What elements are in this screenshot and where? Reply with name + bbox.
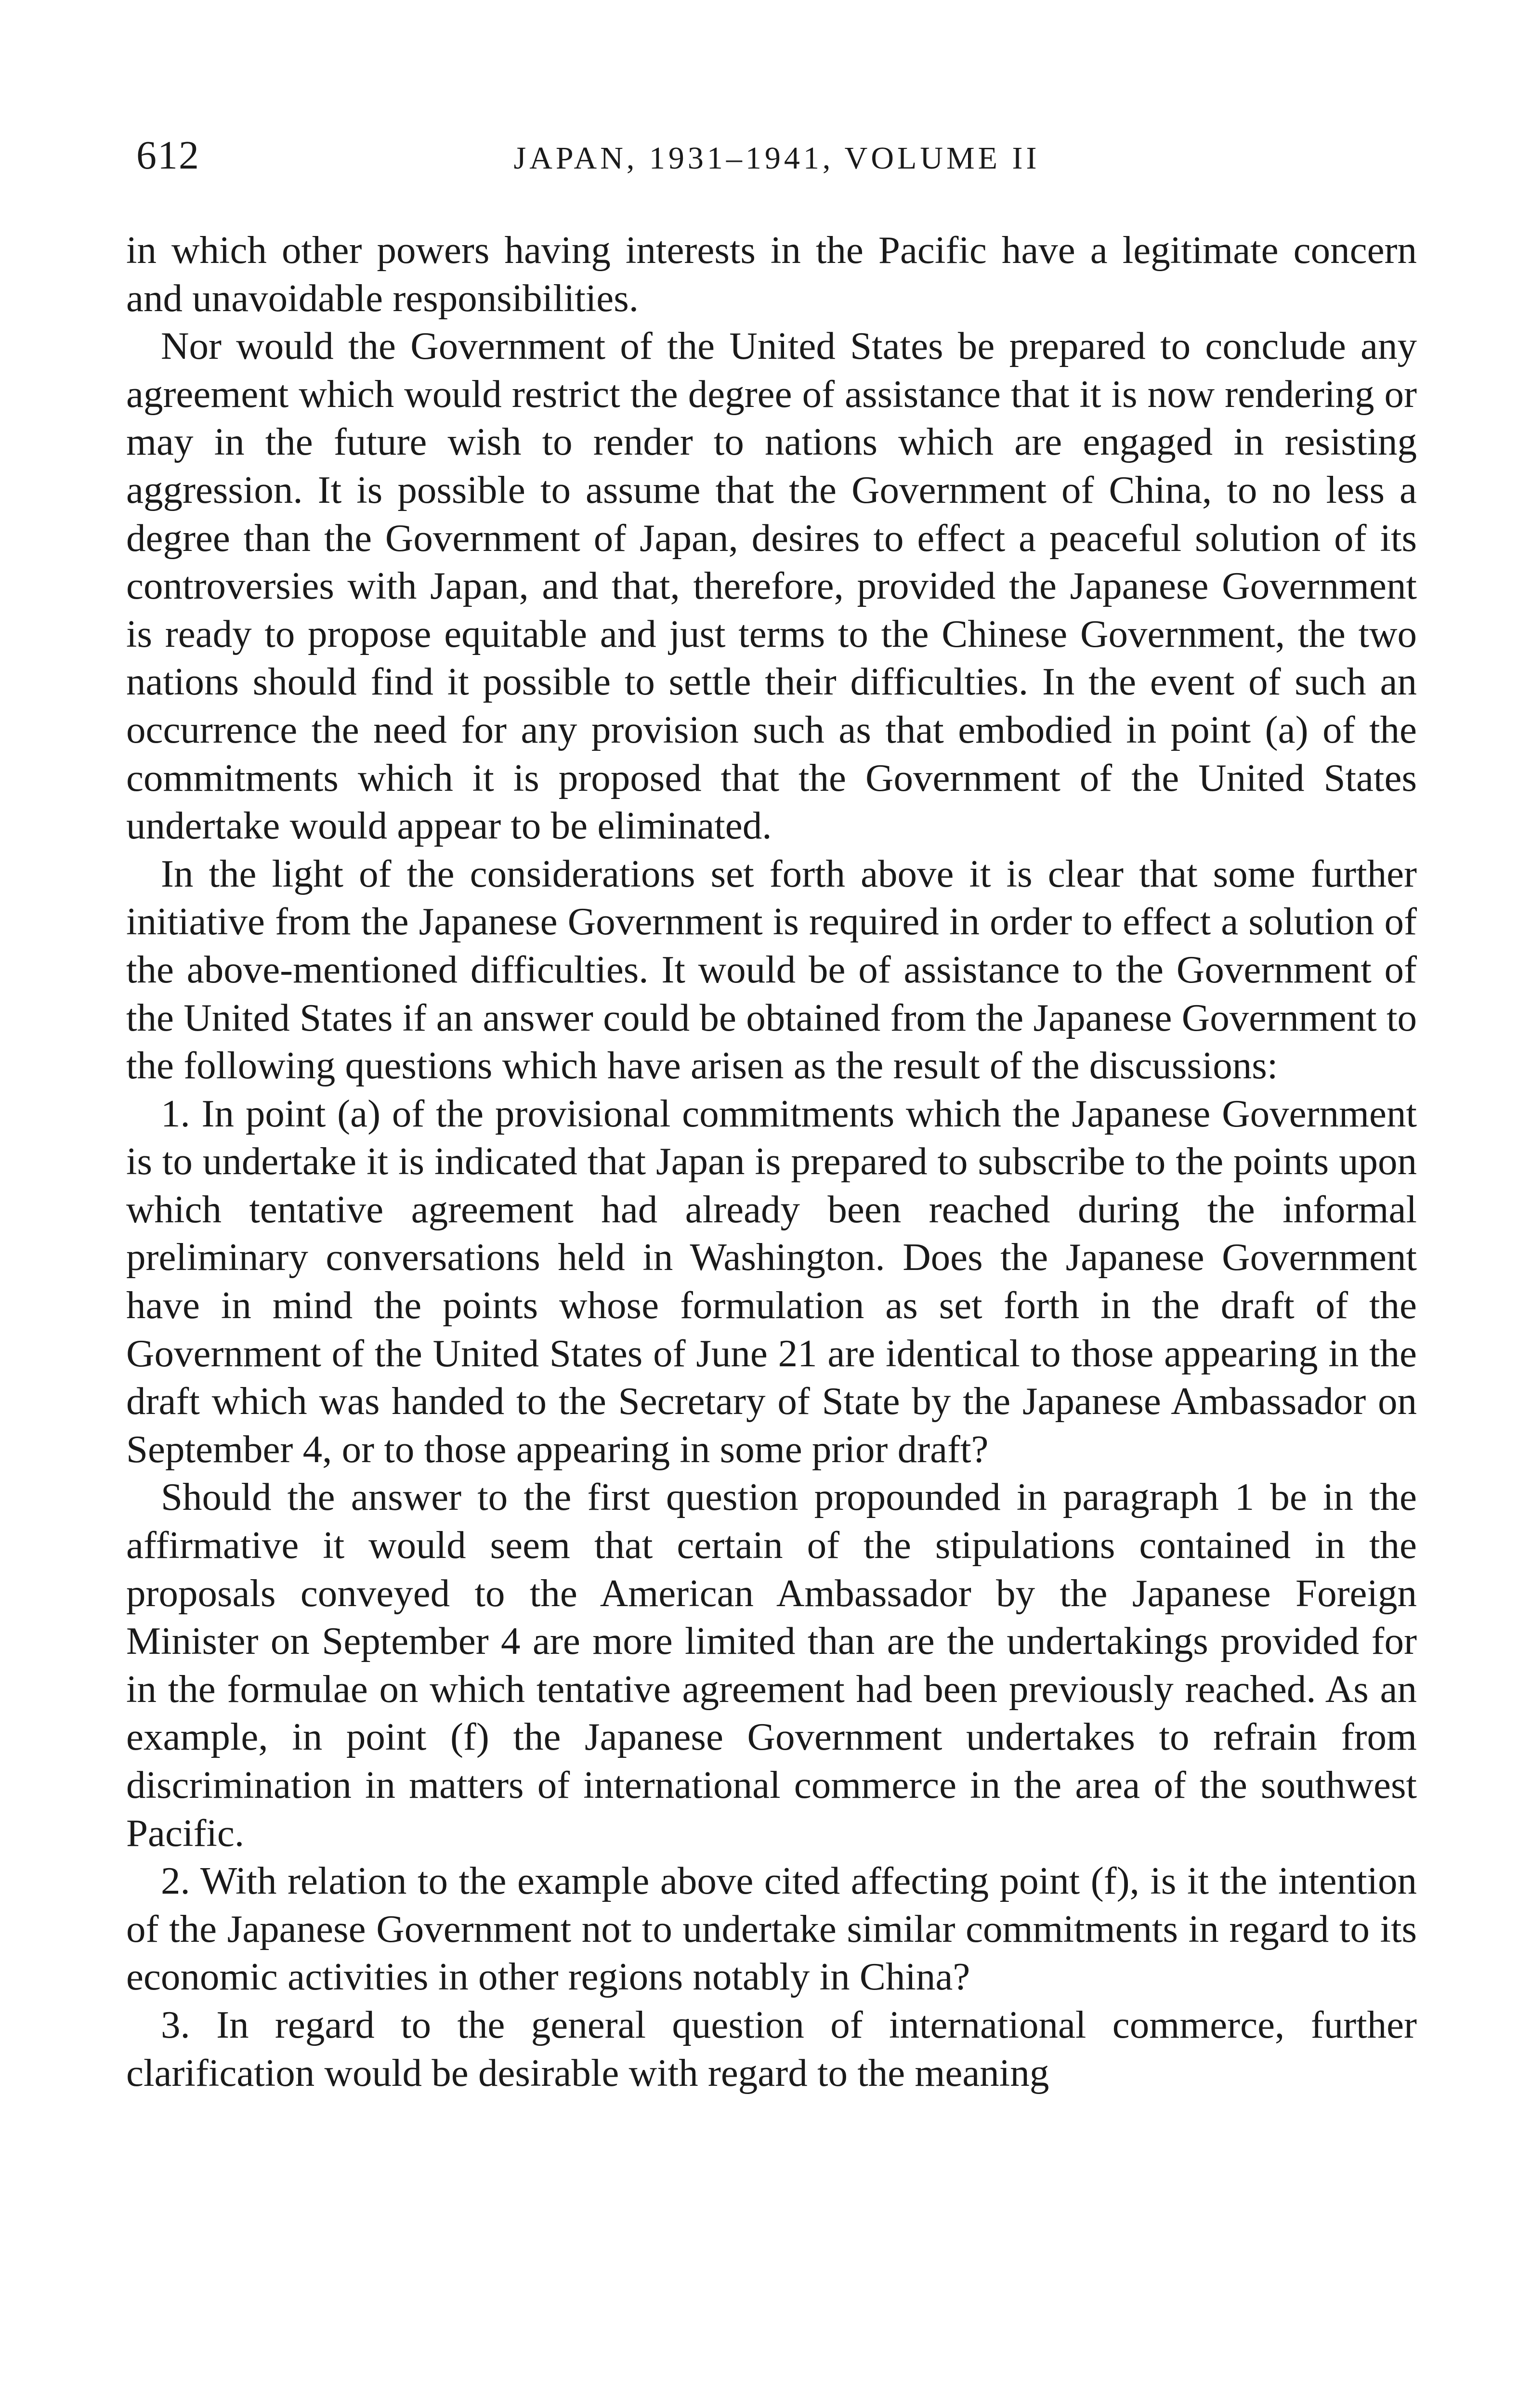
page-number: 612: [136, 133, 200, 178]
paragraph: In the light of the considerations set forth above it is clear that some further initiative from the Japanese Government is required in order to effect a solution of the above-mentioned difficulties. It would be of assistance to the Government of the United States if an answer could be obtained from the Japanese Government to the following questions which have arisen as the result of the discussions:: [126, 851, 1417, 1087]
paragraph-continued: in which other powers having interests in the Pacific have a legitimate concern and unavoidable responsibilities.: [126, 228, 1417, 320]
body-text: [126, 226, 1417, 2097]
running-head: JAPAN, 1931–1941, VOLUME II: [513, 141, 1040, 176]
paragraph: Should the answer to the first question propounded in paragraph 1 be in the affirmative it would seem that certain of the stipulations contained in the proposals conveyed to the American Ambassador by the Japanese Foreign Minister on September 4 are more limited than are the undertakings provided for in the formulae on which tentative agreement had been previously reached. As an example, in point (f) the Japanese Government undertakes to refrain from discrimination in matters of international commerce in the area of the southwest Pacific.: [126, 1475, 1417, 1855]
numbered-paragraph-1: 1. In point (a) of the provisional commitments which the Japanese Government is to undertake it is indicated that Japan is prepared to subscribe to the points upon which tentative agreement had already been reached during the informal preliminary conversations held in Washington. Does the Japanese Government have in mind the points whose formulation as set forth in the draft of the Government of the United States of June 21 are identical to those appearing in the draft which was handed to the Secretary of State by the Japanese Ambassador on September 4, or to those appearing in some prior draft?: [126, 1091, 1417, 1471]
numbered-paragraph-2: 2. With relation to the example above cited affecting point (f), is it the intention of the Japanese Government not to undertake similar commitments in regard to its economic activities in other regions notably in China?: [126, 1859, 1417, 1999]
numbered-paragraph-3: 3. In regard to the general question of international commerce, further clarification would be desirable with regard to the meaning: [126, 2002, 1417, 2094]
page-header: [136, 129, 1417, 182]
paragraph: Nor would the Government of the United States be prepared to conclude any agreement which would restrict the degree of assistance that it is now rendering or may in the future wish to render to nations which are engaged in resisting aggression. It is possible to assume that the Government of China, to no less a degree than the Government of Japan, desires to effect a peaceful solution of its controversies with Japan, and that, therefore, provided the Japanese Government is ready to propose equitable and just terms to the Chinese Government, the two nations should find it possible to settle their difficulties. In the event of such an occurrence the need for any provision such as that embodied in point (a) of the commitments which it is proposed that the Government of the United States undertake would appear to be eliminated.: [126, 324, 1417, 848]
